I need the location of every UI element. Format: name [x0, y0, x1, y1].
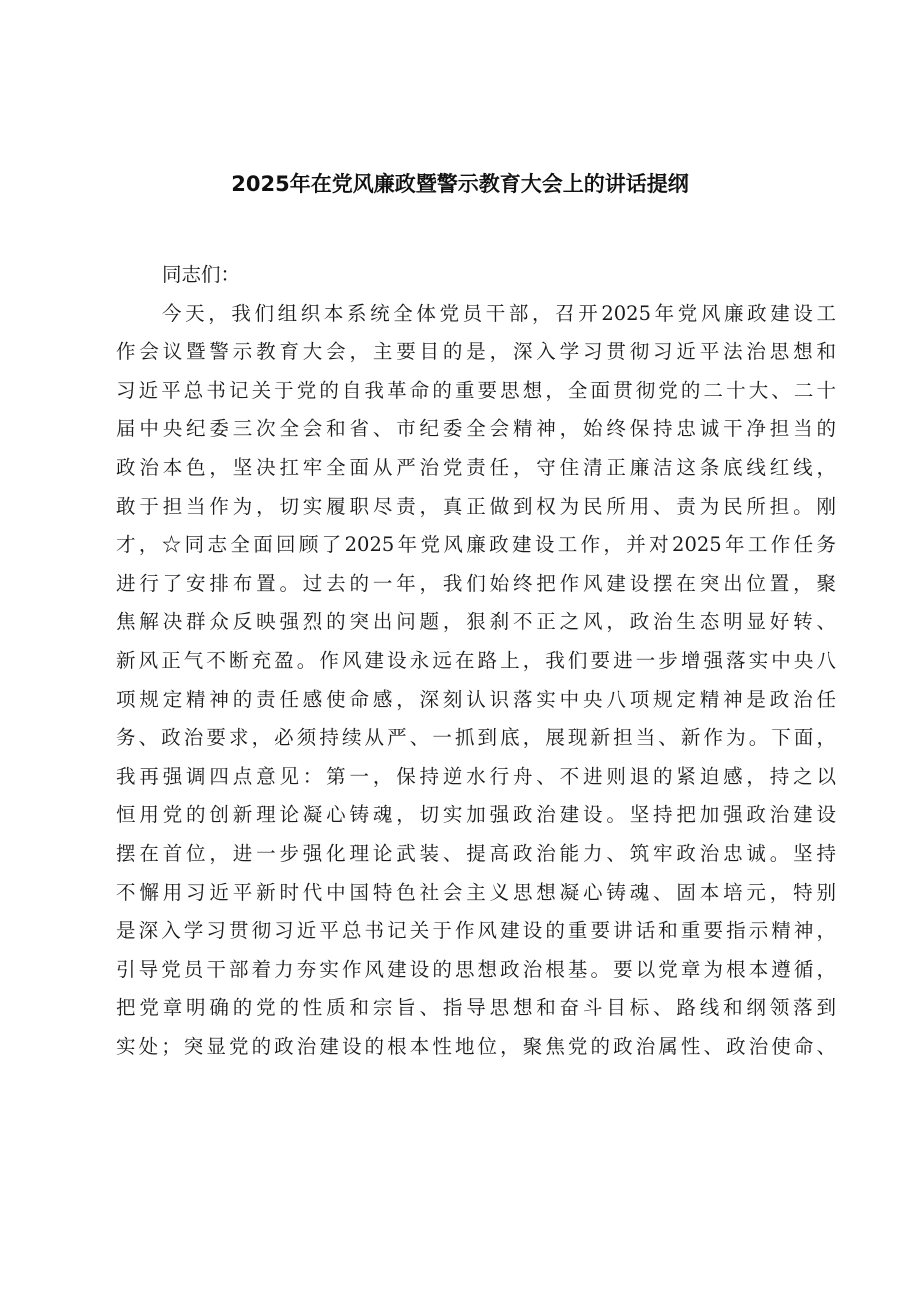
paragraph-line: 新风正气不断充盈。作风建设永远在路上，我们要进一步增强落实中央八	[116, 648, 836, 672]
paragraph-line: 届中央纪委三次全会和省、市纪委全会精神，始终保持忠诚干净担当的	[116, 417, 836, 441]
paragraph-line: 摆在首位，进一步强化理论武装、提高政治能力、筑牢政治忠诚。坚持	[116, 841, 836, 865]
paragraph-line: 作会议暨警示教育大会，主要目的是，深入学习贯彻习近平法治思想和	[116, 340, 836, 364]
paragraph-line: 引导党员干部着力夯实作风建设的思想政治根基。要以党章为根本遵循，	[116, 957, 836, 981]
paragraph-line: 不懈用习近平新时代中国特色社会主义思想凝心铸魂、固本培元，特别	[116, 880, 836, 904]
paragraph-line: 项规定精神的责任感使命感，深刻认识落实中央八项规定精神是政治任	[116, 687, 836, 711]
paragraph-line: 才，☆同志全面回顾了2025年党风廉政建设工作，并对2025年工作任务	[116, 533, 836, 557]
paragraph-line: 实处；突显党的政治建设的根本性地位，聚焦党的政治属性、政治使命、	[116, 1034, 836, 1058]
paragraph-line: 是深入学习贯彻习近平总书记关于作风建设的重要讲话和重要指示精神，	[116, 919, 836, 943]
paragraph-line: 务、政治要求，必须持续从严、一抓到底，展现新担当、新作为。下面，	[116, 726, 836, 750]
salutation: 同志们：	[162, 263, 241, 286]
document-title: 2025年在党风廉政暨警示教育大会上的讲话提纲	[231, 172, 689, 196]
paragraph-line: 焦解决群众反映强烈的突出问题，狠刹不正之风，政治生态明显好转、	[116, 610, 836, 634]
document-body	[116, 256, 836, 1066]
paragraph-line: 进行了安排布置。过去的一年，我们始终把作风建设摆在突出位置，聚	[116, 571, 836, 595]
paragraph-line: 恒用党的创新理论凝心铸魂，切实加强政治建设。坚持把加强政治建设	[116, 803, 836, 827]
paragraph-line: 习近平总书记关于党的自我革命的重要思想，全面贯彻党的二十大、二十	[116, 378, 836, 402]
paragraph-line: 把党章明确的党的性质和宗旨、指导思想和奋斗目标、路线和纲领落到	[116, 996, 836, 1020]
paragraph-line: 敢于担当作为，切实履职尽责，真正做到权为民所用、责为民所担。刚	[116, 494, 836, 518]
paragraph-line: 我再强调四点意见：第一，保持逆水行舟、不进则退的紧迫感，持之以	[116, 764, 836, 788]
paragraph-line: 政治本色，坚决扛牢全面从严治党责任，守住清正廉洁这条底线红线，	[116, 455, 836, 479]
paragraph-line: 今天，我们组织本系统全体党员干部，召开2025年党风廉政建设工	[162, 301, 836, 325]
